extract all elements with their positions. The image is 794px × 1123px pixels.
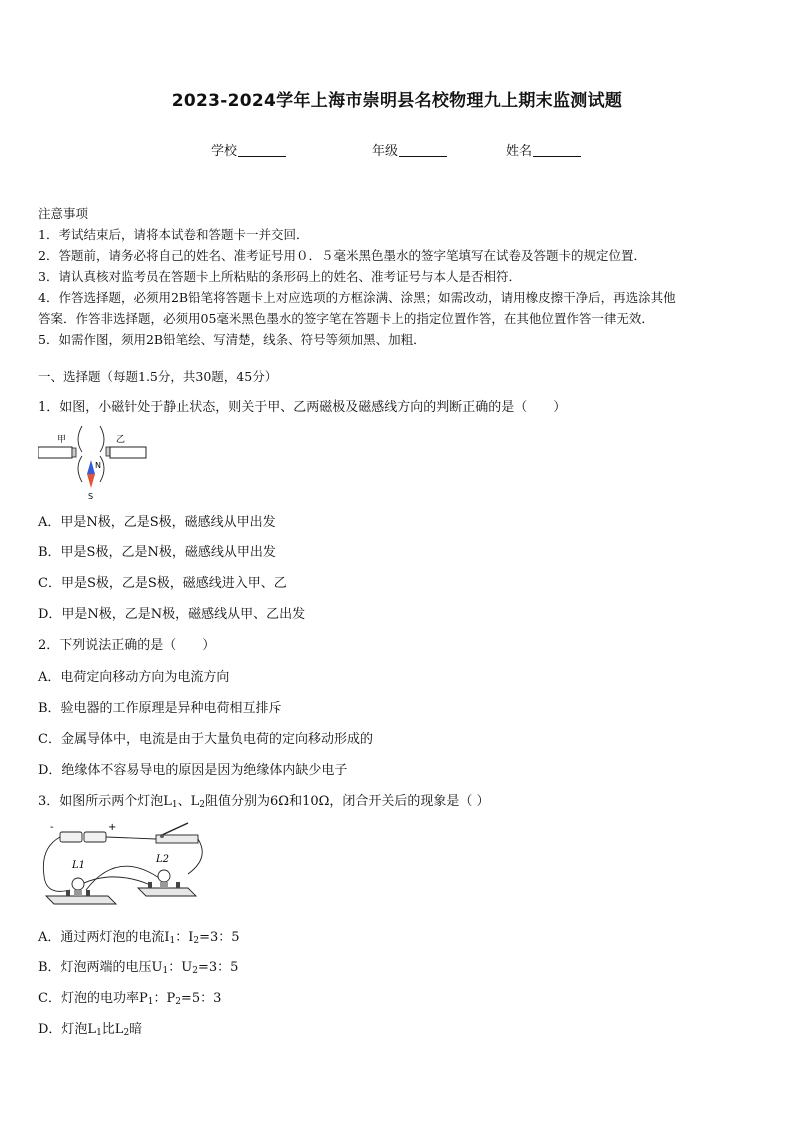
wire [43,837,70,891]
option-text: =5：3 [180,991,222,1006]
option-sub: 1 [169,936,176,946]
q3-option-c [38,987,221,1007]
q3-option-b [38,956,238,976]
field-line [100,426,104,452]
grade-field [372,140,447,159]
note-item: 答案．作答非选择题，必须用05毫米黑色墨水的签字笔在答题卡上的指定位置作答，在其他位置作答一律无效． [38,311,654,326]
note-item: 4．作答选择题，必须用2B铅笔将答题卡上对应选项的方框涂满、涂黑；如需改动，请用橡皮擦干净后，再选涂其他 [38,290,676,305]
option-sub: 1 [147,997,154,1007]
q1-magnet-figure [38,420,150,502]
wire [74,877,148,888]
page-title: 2023-2024学年上海市崇明县名校物理九上期末监测试题 [171,91,623,111]
notes-block [38,203,758,350]
grade-blank [399,144,447,157]
note-item: 3．请认真核对监考员在答题卡上所粘贴的条形码上的姓名、准考证号与本人是否相符． [38,269,521,284]
lamp-l1-socket [74,890,82,896]
q2-stem: 2．下列说法正确的是（ ） [38,638,216,653]
magnet-yi-tip [106,447,110,456]
terminal [176,882,180,888]
magnet-jia-tip [72,448,76,457]
terminal [66,890,70,896]
q1-option-a: A．甲是N极，乙是S极，磁感线从甲出发 [38,515,276,530]
lamp-l2-socket [160,882,168,888]
field-line [78,426,82,452]
field-line [78,456,82,482]
note-item: 5．如需作图，须用2B铅笔绘、写清楚，线条、符号等须加黑、加粗． [38,332,426,347]
note-item: 1．考试结束后，请将本试卷和答题卡一并交回． [38,227,309,242]
section-heading: 一、选择题（每题1.5分，共30题，45分） [38,369,278,384]
option-sub: 2 [175,997,181,1007]
terminal [86,890,90,896]
option-text: 暗 [129,1022,143,1037]
grade-label: 年级 [372,144,399,159]
fig-label-jia: 甲 [57,435,67,445]
q3-stem-text: 阻值分别为6Ω和10Ω，闭合开关后的现象是（ ） [205,794,490,809]
wire [188,839,202,874]
option-text: C．灯泡的电功率P [38,991,148,1006]
option-text: D．灯泡L [38,1022,97,1037]
school-field [211,140,286,159]
needle-label-n: N [95,461,101,470]
battery-plus: + [108,822,117,833]
option-text: 比L [101,1022,124,1037]
q3-circuit-figure [38,818,208,918]
q3-option-a [38,926,240,946]
switch-blade [162,823,188,835]
q3-stem-sub: 2 [199,800,206,810]
lamp-l2-label: L2 [156,854,170,865]
school-label: 学校 [211,144,238,159]
lamp-l1-bulb [72,878,84,890]
note-item: 2．答题前，请务必将自己的姓名、准考证号用０．５毫米黑色墨水的签字笔填写在试卷及答题卡的规定位置． [38,248,646,263]
lamp-l2-base [138,888,196,896]
magnet-jia [38,447,72,458]
option-text: ：I [175,930,194,945]
option-sub: 2 [193,936,200,946]
q3-stem-text: 、L [177,794,200,809]
lamp-l2-bulb [158,870,170,882]
option-sub: 1 [162,966,169,976]
option-text: =3：5 [199,930,240,945]
option-text: ：U [168,960,193,975]
school-blank [238,144,286,157]
lamp-l1-label: L1 [72,860,86,871]
wire [106,837,156,839]
option-sub: 2 [123,1028,130,1038]
q3-stem-text: 3．如图所示两个灯泡L [38,794,172,809]
name-field [506,140,581,159]
q2-option-c: C．金属导体中，电流是由于大量负电荷的定向移动形成的 [38,732,373,747]
needle-label-s: S [88,492,94,501]
magnet-yi [110,447,146,458]
q1-option-d: D．甲是N极，乙是N极，磁感线从甲、乙出发 [38,607,306,622]
switch-pivot [160,834,164,838]
needle-north [87,460,95,474]
q3-stem-sub: 1 [171,800,178,810]
q2-option-d: D．绝缘体不容易导电的原因是因为绝缘体内缺少电子 [38,763,348,778]
battery-cell [84,832,106,842]
option-sub: 1 [96,1028,102,1038]
name-blank [533,144,581,157]
lamp-l1-base [46,896,116,904]
fig-label-yi: 乙 [116,435,126,445]
battery-cell [60,832,82,842]
battery-minus: - [50,822,54,833]
needle-south [87,474,95,488]
option-text: =3：5 [197,960,239,975]
notes-heading: 注意事项 [38,206,89,221]
q3-option-d [38,1018,142,1038]
q1-stem: 1．如图，小磁针处于静止状态，则关于甲、乙两磁极及磁感线方向的判断正确的是（ ） [38,400,567,415]
option-sub: 2 [192,966,198,976]
q1-option-b: B．甲是S极，乙是N极，磁感线从甲出发 [38,545,276,560]
name-label: 姓名 [506,144,533,159]
option-text: B．灯泡两端的电压U [38,960,163,975]
q2-option-a: A．电荷定向移动方向为电流方向 [38,670,230,685]
terminal [148,882,152,888]
q2-option-b: B．验电器的工作原理是异种电荷相互排斥 [38,701,282,716]
option-text: A．通过两灯泡的电流I [38,930,170,945]
q1-option-c: C．甲是S极，乙是S极，磁感线进入甲、乙 [38,576,287,591]
option-text: ：P [153,991,176,1006]
q3-stem [38,790,490,810]
